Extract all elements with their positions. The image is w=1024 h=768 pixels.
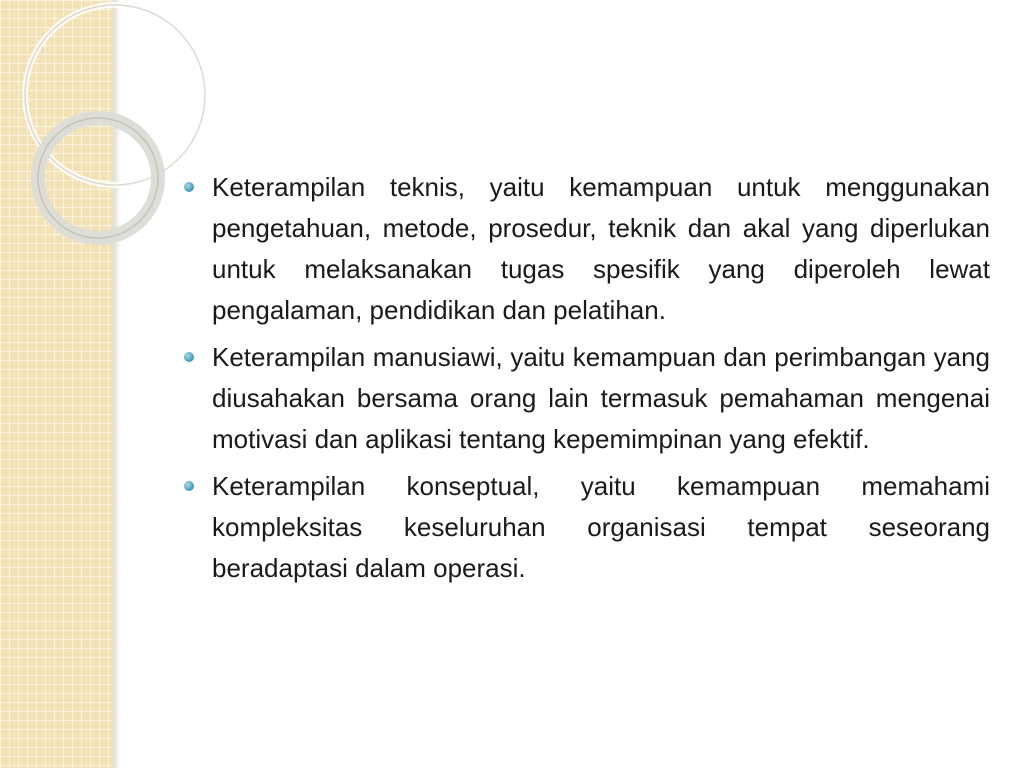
bullet-dot-icon xyxy=(184,481,194,491)
bullet-dot-icon xyxy=(184,182,194,192)
bullet-dot-icon xyxy=(184,352,194,362)
slide-content xyxy=(182,167,990,595)
bullet-item-human-skill xyxy=(182,337,990,460)
bullet-text: Keterampilan konseptual, yaitu kemampuan memahami kompleksitas keseluruhan organisasi tempat seseorang beradaptasi dalam operasi. xyxy=(212,471,990,583)
ring-icon xyxy=(25,5,205,185)
bullet-item-technical-skill xyxy=(182,167,990,331)
bullet-list xyxy=(182,167,990,589)
bullet-item-conceptual-skill xyxy=(182,466,990,589)
ring-icon xyxy=(38,118,158,238)
bullet-text: Keterampilan teknis, yaitu kemampuan untuk menggunakan pengetahuan, metode, prosedur, teknik dan akal yang diperlukan untuk melaksanakan tugas spesifik yang diperoleh lewat pengalaman, pendidikan dan pelatihan. xyxy=(212,172,990,325)
bullet-text: Keterampilan manusiawi, yaitu kemampuan dan perimbangan yang diusahakan bersama orang lain termasuk pemahaman mengenai motivasi dan aplikasi tentang kepemimpinan yang efektif. xyxy=(212,342,990,454)
decorative-rings xyxy=(0,0,200,260)
